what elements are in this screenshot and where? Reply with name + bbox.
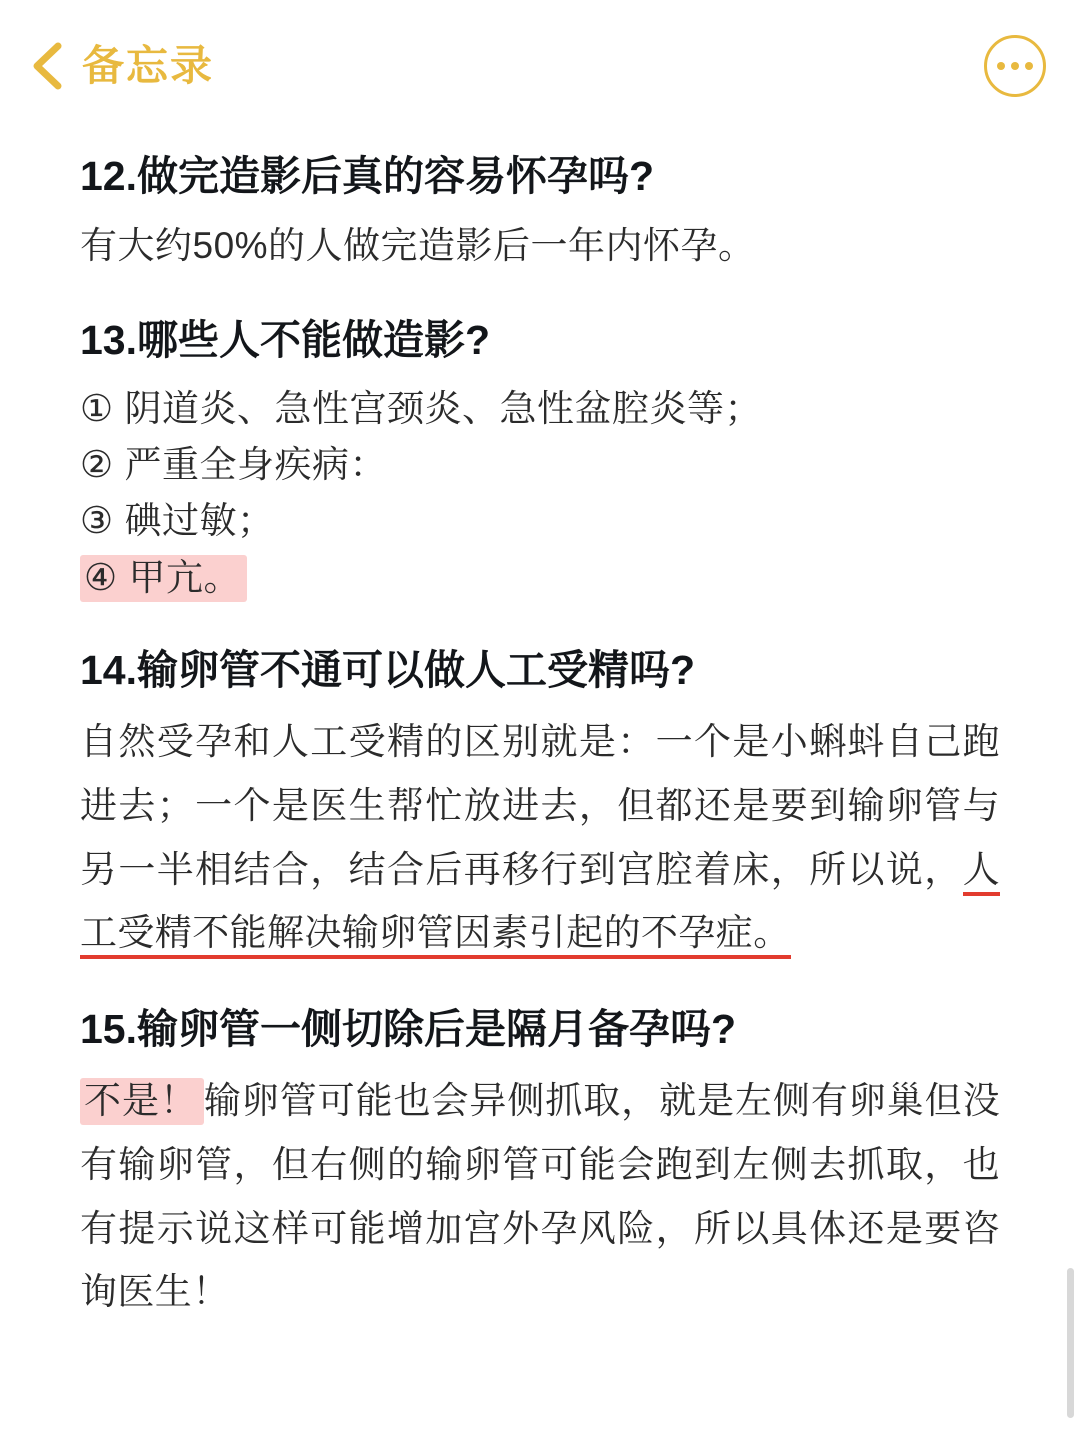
scrollbar[interactable] [1067,1268,1074,1418]
highlight-text: 不是！ [80,1078,204,1125]
more-dot [997,62,1005,70]
app-header [0,0,1080,132]
note-section-12 [80,150,1000,276]
note-section-15 [80,1003,1000,1324]
back-button[interactable] [30,41,214,91]
more-dots-icon[interactable] [984,35,1046,97]
highlight-text: ④ 甲亢。 [80,555,247,602]
list-item-highlighted [80,550,1000,606]
more-dot [1025,62,1033,70]
paragraph-rest: 输卵管可能也会异侧抓取，就是左侧有卵巢但没有输卵管，但右侧的输卵管可能会跑到左侧去抓取，也有提示说这样可能增加宫外孕风险，所以具体还是要咨询医生！ [80,1080,1001,1313]
app-title: 备忘录 [82,42,215,89]
section-paragraph: 有大约50%的人做完造影后一年内怀孕。 [80,225,756,267]
paragraph-underlined: 人工受精不能解决输卵管因素引起的不孕症。 [80,849,1000,960]
note-section-13 [80,314,1000,605]
section-heading: 12.做完造影后真的容易怀孕吗? [80,153,655,199]
more-dot [1011,62,1019,70]
section-paragraph [80,710,1000,965]
note-section-14 [80,644,1000,965]
chevron-left-icon[interactable] [30,41,64,91]
list-item: ③ 碘过敏； [80,500,275,542]
section-heading: 14.输卵管不通可以做人工受精吗? [80,646,696,693]
paragraph-part-1: 自然受孕和人工受精的区别就是：一个是小蝌蚪自己跑进去；一个是医生帮忙放进去，但都还是要到输卵管与另一半相结合，结合后再移行到宫腔着床，所以说， [80,721,1000,890]
section-paragraph [80,1069,1000,1324]
section-heading: 13.哪些人不能做造影? [80,317,491,364]
list-item: ② 严重全身疾病： [80,444,387,486]
note-body [0,132,1080,1324]
list-item: ① 阴道炎、急性宫颈炎、急性盆腔炎等； [80,387,762,429]
section-heading: 15.输卵管一侧切除后是隔月备孕吗? [80,1005,737,1052]
